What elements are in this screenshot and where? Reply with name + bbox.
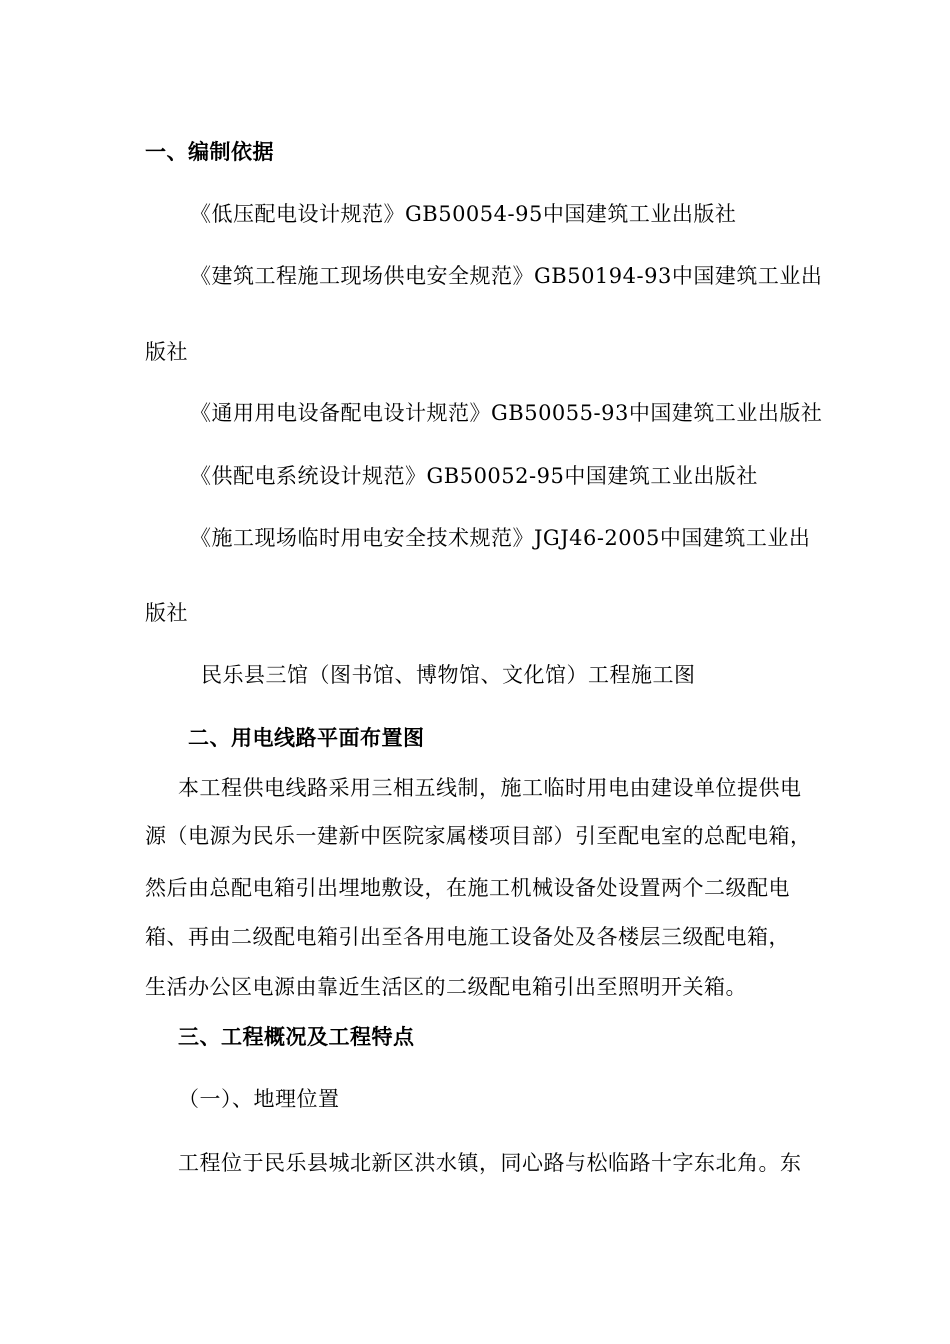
reference-line-continuation: 版社: [145, 340, 188, 364]
paragraph-line: 源（电源为民乐一建新中医院家属楼项目部）引至配电室的总配电箱，: [145, 824, 812, 848]
paragraph-line: 本工程供电线路采用三相五线制，施工临时用电由建设单位提供电: [178, 776, 802, 800]
paragraph-line: 工程位于民乐县城北新区洪水镇，同心路与松临路十字东北角。东: [178, 1151, 802, 1175]
paragraph-line: 然后由总配电箱引出埋地敷设，在施工机械设备处设置两个二级配电: [145, 876, 790, 900]
reference-line: 《低压配电设计规范》GB50054-95中国建筑工业出版社: [190, 202, 737, 226]
paragraph-line: 箱、再由二级配电箱引出至各用电施工设备处及各楼层三级配电箱，: [145, 925, 790, 949]
reference-line: 《通用用电设备配电设计规范》GB50055-93中国建筑工业出版社: [190, 401, 823, 425]
reference-line: 《供配电系统设计规范》GB50052-95中国建筑工业出版社: [190, 464, 758, 488]
section-heading-basis: 一、编制依据: [145, 139, 274, 164]
reference-line-continuation: 版社: [145, 601, 188, 625]
reference-line: 《建筑工程施工现场供电安全规范》GB50194-93中国建筑工业出: [190, 264, 823, 288]
section-heading-wiring-layout: 二、用电线路平面布置图: [188, 725, 425, 750]
subsection-heading-location: （一）、地理位置: [178, 1087, 340, 1111]
paragraph-line: 生活办公区电源由靠近生活区的二级配电箱引出至照明开关箱。: [145, 975, 747, 999]
section-heading-project-overview: 三、工程概况及工程特点: [178, 1024, 415, 1049]
reference-line: 《施工现场临时用电安全技术规范》JGJ46-2005中国建筑工业出: [190, 526, 811, 550]
reference-line: 民乐县三馆（图书馆、博物馆、文化馆）工程施工图: [201, 663, 696, 687]
